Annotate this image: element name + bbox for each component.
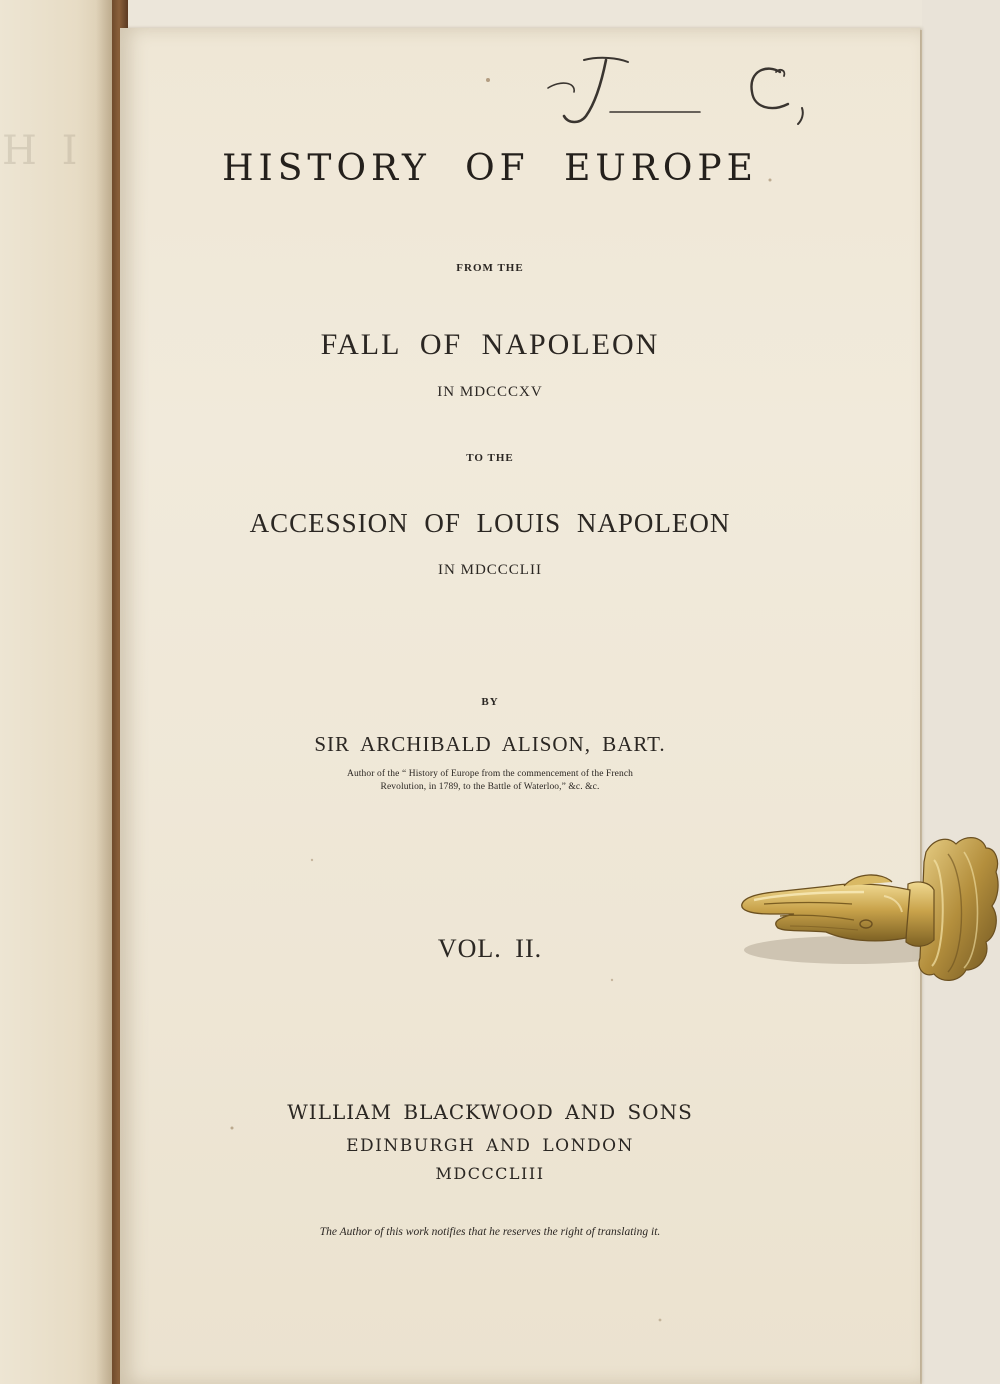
author-credit-line-2: Revolution, in 1789, to the Battle of Waterloo,” &c. &c. bbox=[380, 782, 600, 792]
author-name: SIR ARCHIBALD ALISON, BART. bbox=[314, 732, 666, 756]
translation-notice: The Author of this work notifies that he reserves the right of translating it. bbox=[319, 1226, 661, 1238]
brass-hand-clip-icon bbox=[734, 832, 1000, 1000]
fall-year: IN MDCCCXV bbox=[437, 384, 543, 400]
main-title: HISTORY OF EUROPE bbox=[222, 148, 758, 189]
handwritten-initials bbox=[540, 46, 840, 136]
publisher-name: WILLIAM BLACKWOOD AND SONS bbox=[287, 1100, 693, 1124]
show-through-text-left: H I bbox=[2, 128, 84, 174]
volume-number: VOL. II. bbox=[437, 934, 543, 963]
by-label: BY bbox=[481, 696, 499, 708]
author-credit-line-1: Author of the “ History of Europe from the commencement of the French bbox=[346, 769, 633, 779]
publisher-place: EDINBURGH AND LONDON bbox=[346, 1136, 634, 1156]
author-credit bbox=[120, 768, 860, 794]
from-label: FROM THE bbox=[456, 262, 524, 274]
to-label: TO THE bbox=[466, 452, 514, 464]
publication-year: MDCCCLIII bbox=[435, 1164, 545, 1183]
accession-year: IN MDCCCLII bbox=[438, 562, 542, 578]
fall-title: FALL OF NAPOLEON bbox=[320, 328, 660, 361]
tabletop-background bbox=[922, 0, 1000, 1384]
accession-title: ACCESSION OF LOUIS NAPOLEON bbox=[249, 508, 731, 538]
